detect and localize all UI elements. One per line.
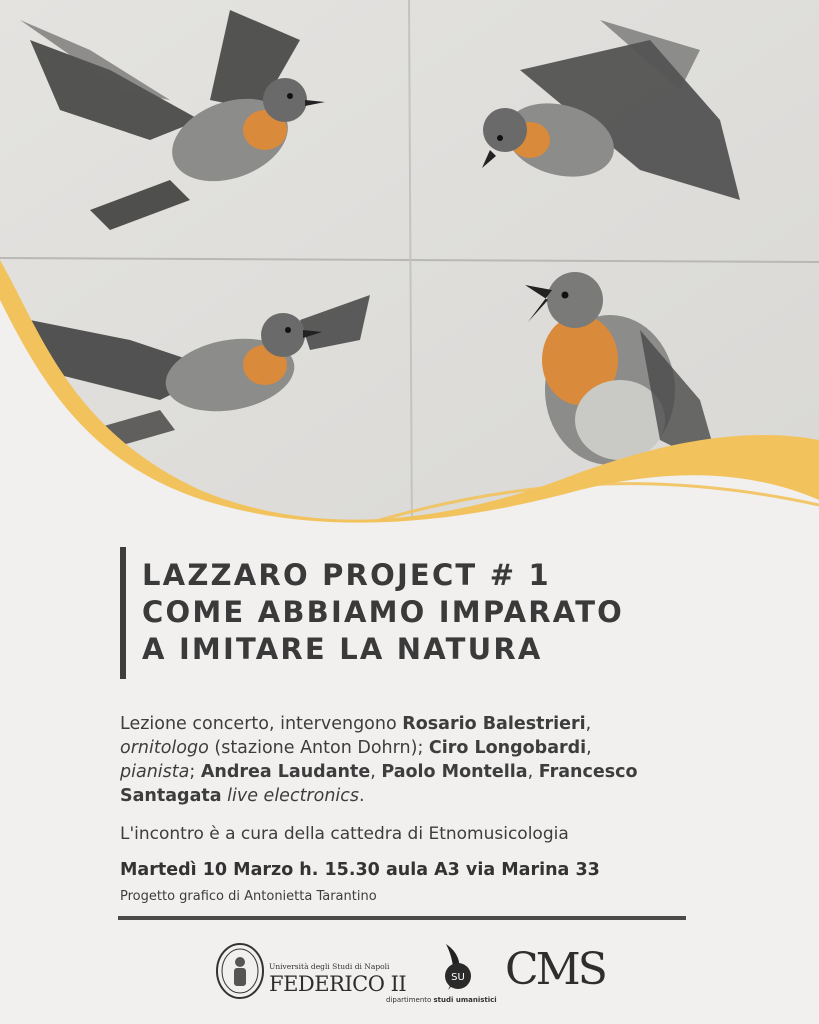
affiliation-anton-dohrn: (stazione Anton Dohrn); xyxy=(208,738,429,758)
logo-strip xyxy=(0,930,819,1020)
separator: , xyxy=(370,762,382,782)
speaker-francesco-santagata: Francesco Santagata xyxy=(120,762,638,806)
speaker-paolo-montella: Paolo Montella xyxy=(381,762,528,782)
dsu-caption-pre: dipartimento xyxy=(386,996,434,1004)
title-line-1: LAZZARO PROJECT # 1 xyxy=(142,558,551,592)
unina-caption: Università degli Studi di Napoli xyxy=(269,962,390,971)
separator: ; xyxy=(189,762,201,782)
separator: , xyxy=(586,738,592,758)
dsu-caption-bold: studi umanistici xyxy=(433,996,497,1004)
unina-name: FEDERICO II xyxy=(269,972,407,996)
graphic-credit: Progetto grafico di Antonietta Tarantino xyxy=(120,889,377,904)
dsu-caption xyxy=(386,996,497,1004)
description-intro: Lezione concerto, intervengono xyxy=(120,714,403,734)
curator-note: L'incontro è a cura della cattedra di Etnomusicologia xyxy=(120,824,569,844)
role-pianista: pianista xyxy=(120,762,190,782)
divider-rule xyxy=(118,916,686,920)
role-live-electronics: live electronics xyxy=(227,786,360,806)
dsu-logo xyxy=(386,942,496,1008)
event-date-location: Martedì 10 Marzo h. 15.30 aula A3 via Marina 33 xyxy=(120,860,600,880)
unina-seal-icon xyxy=(215,942,265,1000)
title-line-3: A IMITARE LA NATURA xyxy=(142,632,543,666)
speaker-ciro-longobardi: Ciro Longobardi xyxy=(428,738,587,758)
cms-logo xyxy=(505,944,605,996)
dsu-mark-text: SU xyxy=(451,972,465,983)
separator: , xyxy=(585,714,592,734)
event-description xyxy=(120,712,720,808)
dsu-mark-icon xyxy=(426,942,476,994)
speaker-rosario-balestrieri: Rosario Balestrieri xyxy=(402,714,586,734)
unina-logo xyxy=(215,942,407,1004)
separator: . xyxy=(359,786,365,806)
cms-logo-text: CMS xyxy=(505,944,605,995)
role-ornitologo: ornitologo xyxy=(120,738,209,758)
separator: , xyxy=(527,762,539,782)
title-line-2: COME ABBIAMO IMPARATO xyxy=(142,595,625,629)
speaker-andrea-laudante: Andrea Laudante xyxy=(200,762,371,782)
event-title xyxy=(120,547,760,679)
